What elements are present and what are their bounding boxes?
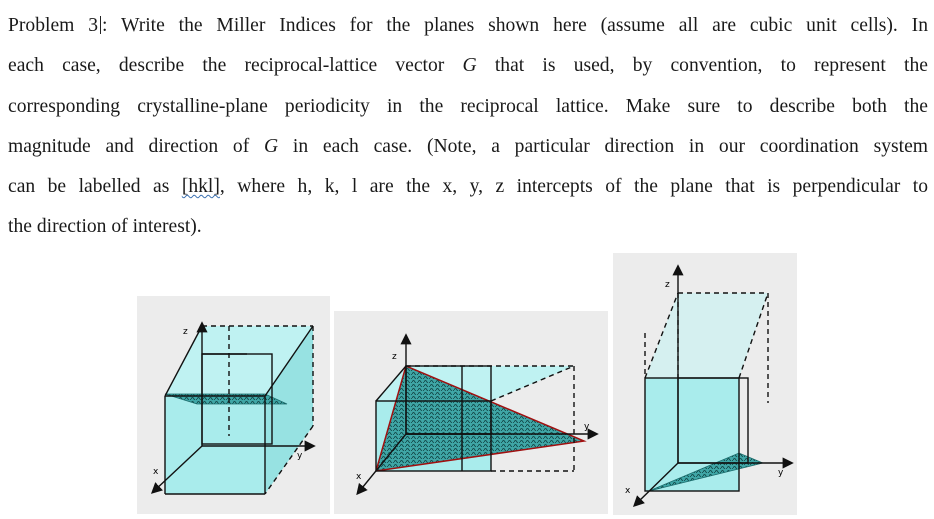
- x-label: x: [356, 472, 362, 482]
- figure-1: [137, 296, 330, 514]
- text-line-5: [8, 167, 928, 207]
- figure-3: [613, 253, 797, 515]
- problem-label: Problem 3: [8, 15, 99, 36]
- text-l5a: can be labelled as: [8, 176, 182, 198]
- x-label: x: [153, 467, 159, 477]
- hkl-notation: [hkl]: [181, 176, 220, 198]
- text-l2a: each case, describe the reciprocal-lattice vector: [8, 55, 463, 77]
- text-line-2: [8, 46, 928, 86]
- vector-G: G: [264, 135, 279, 157]
- text-cursor: [100, 16, 101, 34]
- problem-text: [8, 6, 928, 248]
- text-l2b: that is used, by convention, to represent the: [476, 55, 928, 77]
- y-label: y: [584, 422, 590, 432]
- y-label: y: [297, 451, 303, 461]
- x-label: x: [625, 486, 631, 496]
- text-line-1: Problem 3 : Write the Miller Indices for the planes shown here (assume all are cubic unit cells). In: [8, 15, 928, 36]
- z-label: z: [665, 280, 670, 290]
- text-line-1-body: Write the Miller Indices for the planes shown here (assume all are cubic unit cells). In: [120, 15, 928, 36]
- z-label: z: [183, 327, 188, 337]
- z-label: z: [392, 352, 397, 362]
- vector-G: G: [462, 55, 477, 77]
- text-line-4: [8, 127, 928, 167]
- y-label: y: [778, 468, 784, 478]
- text-line-3: corresponding crystalline-plane periodicity in the reciprocal lattice. Make sure to describe both the: [8, 95, 928, 117]
- text-l4b: in each case. (Note, a particular direction in our coordination system: [278, 135, 929, 157]
- figure-2: [334, 311, 608, 514]
- text-l4a: magnitude and direction of: [8, 135, 265, 157]
- text-line-6: the direction of interest).: [8, 216, 202, 238]
- text-l5b: , where h, k, l are the x, y, z intercepts of the plane that is perpendicular to: [219, 176, 928, 198]
